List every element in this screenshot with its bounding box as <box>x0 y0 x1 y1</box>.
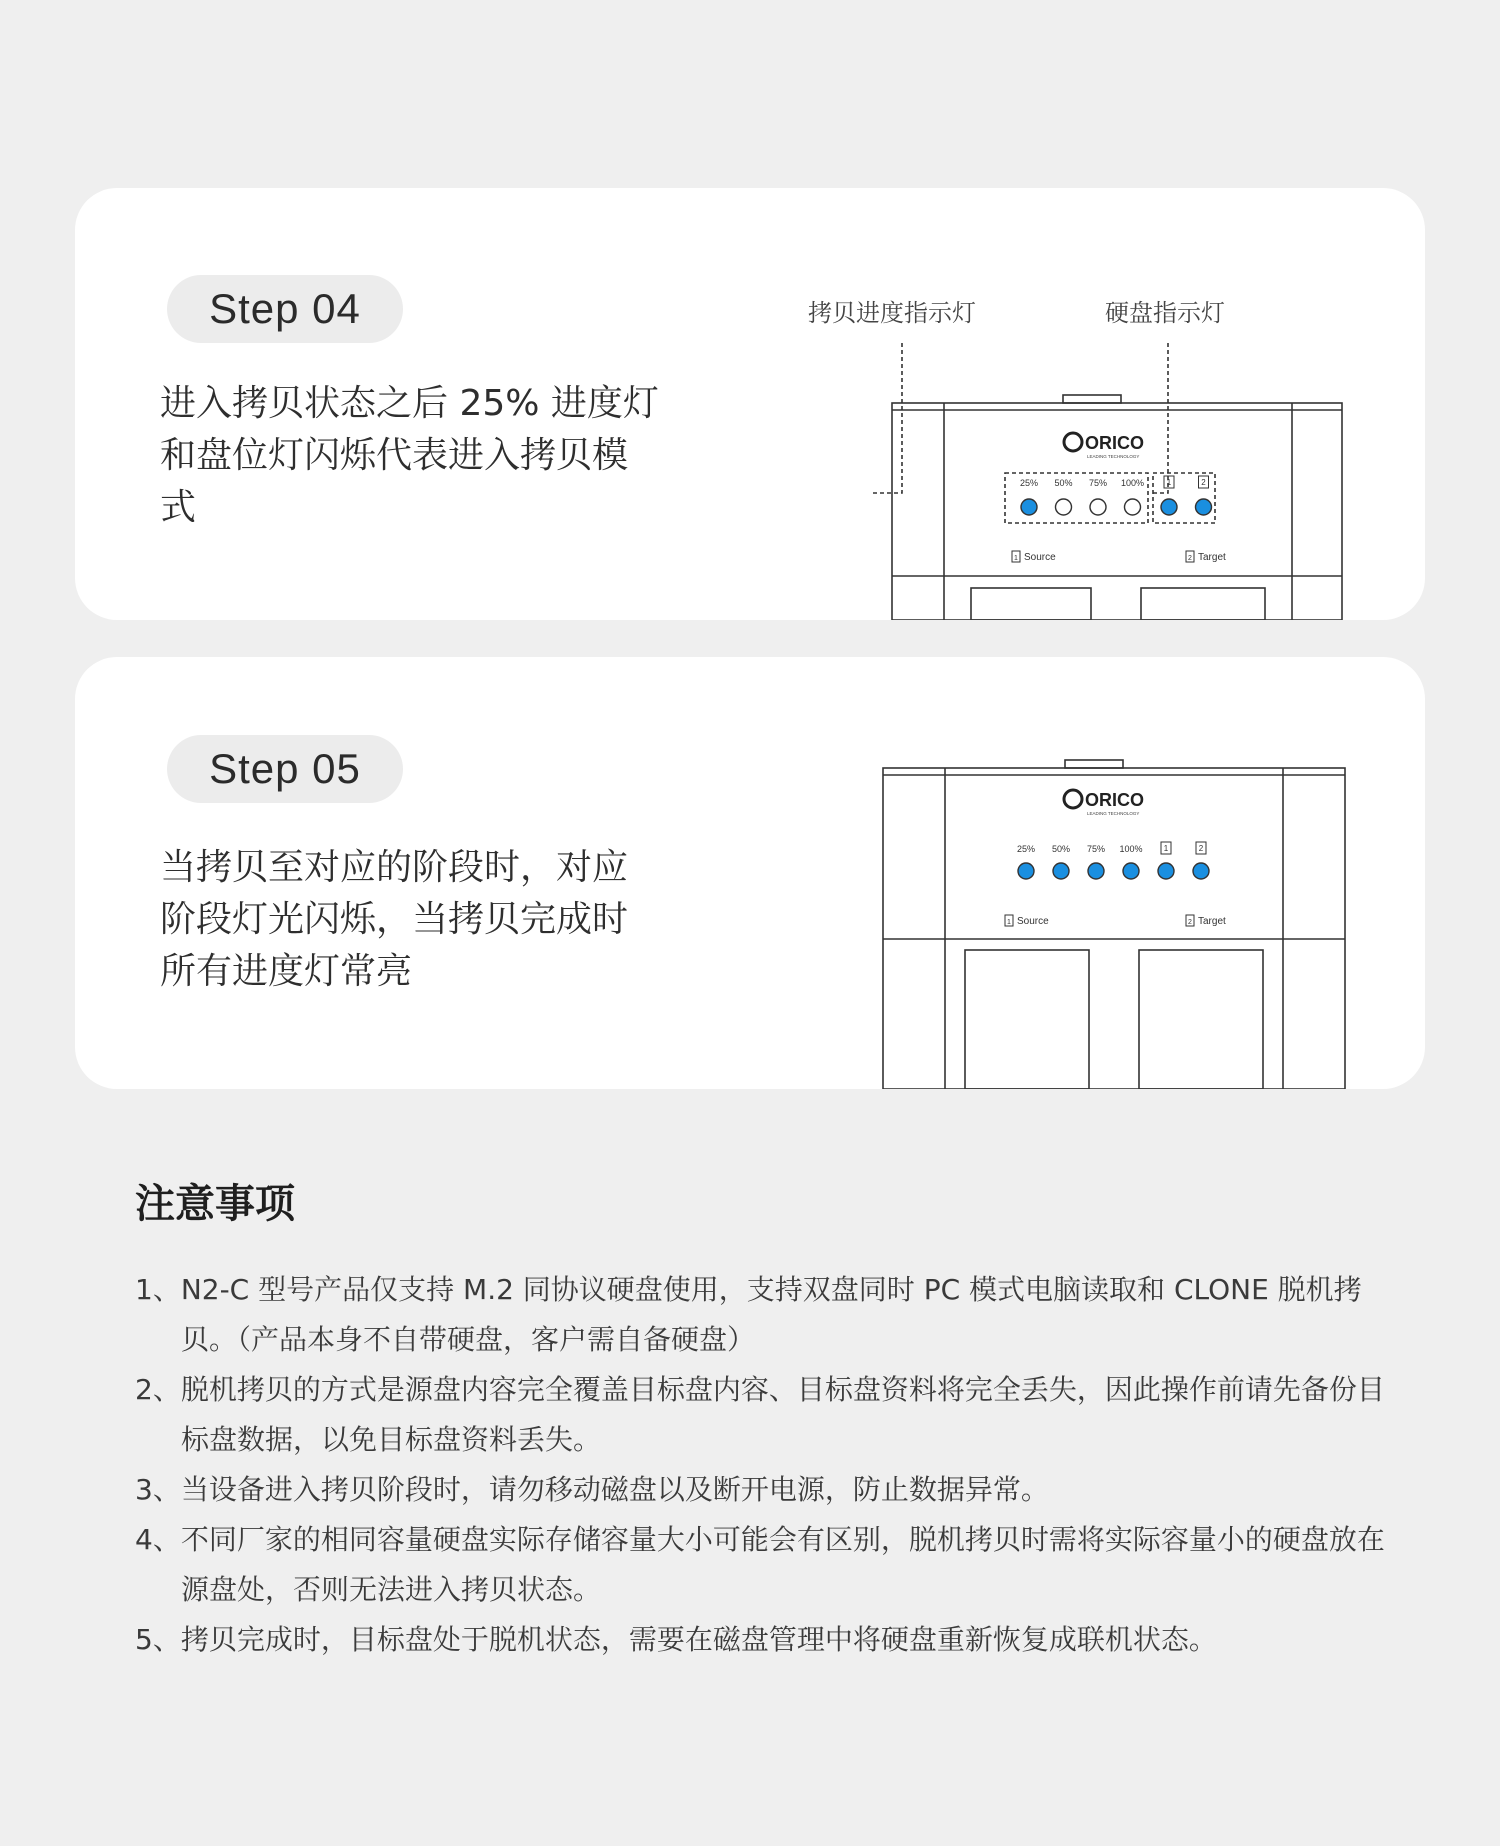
note-item: 4、不同厂家的相同容量硬盘实际存储容量大小可能会有区别，脱机拷贝时需将实际容量小的硬盘放在源盘处，否则无法进入拷贝状态。 <box>135 1523 1385 1606</box>
progress-led <box>1018 863 1034 879</box>
disk-led <box>1161 499 1177 515</box>
progress-led-label: 50% <box>1051 844 1071 854</box>
progress-led-label: 75% <box>1088 478 1108 488</box>
step-04-card <box>75 188 1425 620</box>
source-number: 1 <box>1007 919 1011 926</box>
brand-tagline: LEADING TECHNOLOGY <box>1087 454 1140 459</box>
source-number: 1 <box>1014 555 1018 562</box>
brand-logo: ORICO <box>1085 433 1145 453</box>
disk-led <box>1158 863 1174 879</box>
target-bay <box>1141 588 1265 620</box>
progress-led-label: 100% <box>1120 478 1145 488</box>
progress-indicator-callout: 拷贝进度指示灯 <box>808 299 976 327</box>
notes-title: 注意事项 <box>135 1181 295 1227</box>
top-vent <box>1063 395 1121 403</box>
notes-list <box>135 1265 1395 1665</box>
source-bay <box>965 950 1089 1089</box>
disk-led <box>1196 499 1212 515</box>
target-label: Target <box>1198 916 1226 927</box>
top-vent <box>1065 760 1123 768</box>
target-number: 2 <box>1188 919 1192 926</box>
orico-logo-icon <box>1064 433 1082 451</box>
target-bay <box>1139 950 1263 1089</box>
target-number: 2 <box>1188 555 1192 562</box>
target-label: Target <box>1198 552 1226 563</box>
note-item: 5、拷贝完成时，目标盘处于脱机状态，需要在磁盘管理中将硬盘重新恢复成联机状态。 <box>135 1623 1217 1656</box>
brand-tagline: LEADING TECHNOLOGY <box>1087 811 1140 816</box>
orico-logo-icon <box>1064 790 1082 808</box>
disk-indicator-callout: 硬盘指示灯 <box>1105 299 1225 327</box>
disk-led-label: 2 <box>1198 844 1204 853</box>
progress-led-label: 100% <box>1119 844 1143 854</box>
step-05-device-diagram <box>675 657 1425 1089</box>
note-item: 2、脱机拷贝的方式是源盘内容完全覆盖目标盘内容、目标盘资料将完全丢失，因此操作前请先备份目标盘数据，以免目标盘资料丢失。 <box>135 1373 1385 1456</box>
progress-led <box>1123 863 1139 879</box>
disk-led-label: 1 <box>1166 478 1172 487</box>
disk-led <box>1193 863 1209 879</box>
note-item: 1、N2-C 型号产品仅支持 M.2 同协议硬盘使用，支持双盘同时 PC 模式电脑读取和 CLONE 脱机拷贝。（产品本身不自带硬盘，客户需自备硬盘） <box>135 1273 1362 1356</box>
progress-leader-line <box>870 343 902 493</box>
progress-led-label: 25% <box>1019 478 1039 488</box>
progress-led-label: 25% <box>1016 844 1036 854</box>
disk-led-label: 1 <box>1163 844 1169 853</box>
source-label: Source <box>1017 916 1049 927</box>
source-bay <box>971 588 1091 620</box>
progress-led-label: 75% <box>1086 844 1106 854</box>
note-item: 3、当设备进入拷贝阶段时，请勿移动磁盘以及断开电源，防止数据异常。 <box>135 1473 1049 1506</box>
brand-logo: ORICO <box>1085 790 1145 810</box>
progress-led <box>1125 499 1141 515</box>
progress-led-label: 50% <box>1054 478 1073 488</box>
step-05-badge: Step 05 <box>167 735 403 803</box>
step-04-description: 进入拷贝状态之后 25% 进度灯和盘位灯闪烁代表进入拷贝模式 <box>160 383 659 528</box>
step-05-description: 当拷贝至对应的阶段时，对应阶段灯光闪烁，当拷贝完成时所有进度灯常亮 <box>160 847 629 992</box>
source-label: Source <box>1024 552 1056 563</box>
disk-led-label: 2 <box>1201 478 1206 487</box>
step-04-badge: Step 04 <box>167 275 403 343</box>
progress-led <box>1090 499 1106 515</box>
step-05-card <box>75 657 1425 1089</box>
device-body <box>883 768 1345 1089</box>
step-04-device-diagram <box>675 188 1425 620</box>
disk-leader-line <box>1152 343 1168 493</box>
progress-led <box>1021 499 1037 515</box>
progress-led <box>1088 863 1104 879</box>
progress-led <box>1056 499 1072 515</box>
progress-led <box>1053 863 1069 879</box>
